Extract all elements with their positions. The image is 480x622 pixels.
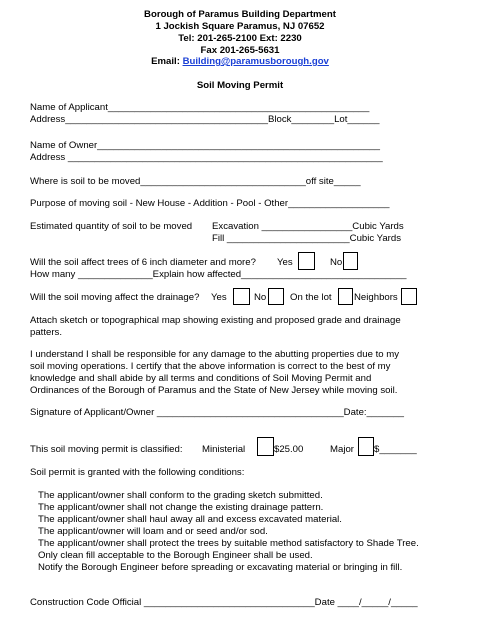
quantity-label: Estimated quantity of soil to be moved	[30, 221, 193, 232]
official-signature-field[interactable]: Construction Code Official ________________________________Date ____/_____/_____	[30, 597, 418, 608]
condition-item: Only clean fill acceptable to the Borough Engineer shall be used.	[38, 550, 313, 561]
department-fax: Fax 201-265-5631	[200, 45, 280, 56]
trees-yes-label: Yes	[277, 257, 293, 268]
responsibility-line4: Ordinances of the Borough of Paramus and the State of New Jersey while moving soil.	[30, 385, 398, 396]
owner-name-field[interactable]: Name of Owner_____________________________________________________	[30, 140, 380, 151]
purpose-field[interactable]: Purpose of moving soil - New House - Addition - Pool - Other___________________	[30, 198, 390, 209]
ministerial-checkbox[interactable]	[257, 437, 274, 456]
responsibility-line1: I understand I shall be responsible for any damage to the abutting properties due to my	[30, 349, 400, 360]
responsibility-line3: knowledge and shall abide by all terms and conditions of Soil Moving Permit and	[30, 373, 372, 384]
drainage-neighbors-label: Neighbors	[354, 292, 398, 303]
ministerial-fee: $25.00	[274, 444, 304, 455]
responsibility-line2: soil moving operations. I certify that the above information is correct to the best of my	[30, 361, 391, 372]
soil-location-field[interactable]: Where is soil to be moved_______________________________off site_____	[30, 176, 361, 187]
condition-item: The applicant/owner shall haul away all and excess excavated material.	[38, 514, 342, 525]
major-fee-field[interactable]: $_______	[374, 444, 417, 455]
condition-item: The applicant/owner will loam and or seed and/or sod.	[38, 526, 268, 537]
trees-yes-checkbox[interactable]	[298, 252, 315, 270]
signature-field[interactable]: Signature of Applicant/Owner ___________________________________Date:_______	[30, 407, 404, 418]
conditions-intro: Soil permit is granted with the following conditions:	[30, 467, 245, 478]
classification-label: This soil moving permit is classified:	[30, 444, 183, 455]
trees-how-many-field[interactable]: How many ______________Explain how affected_______________________________	[30, 269, 407, 280]
condition-item: The applicant/owner shall protect the trees by suitable method satisfactory to Shade Tree.	[38, 538, 419, 549]
department-address: 1 Jockish Square Paramus, NJ 07652	[155, 21, 325, 32]
attach-instructions-line1: Attach sketch or topographical map showing existing and proposed grade and drainage	[30, 315, 401, 326]
drainage-on-lot-checkbox[interactable]	[338, 288, 353, 305]
attach-instructions-line2: patters.	[30, 327, 62, 338]
applicant-name-field[interactable]: Name of Applicant_________________________________________________	[30, 102, 370, 113]
drainage-question: Will the soil moving affect the drainage?	[30, 292, 200, 303]
drainage-no-label: No	[254, 292, 267, 303]
condition-item: The applicant/owner shall conform to the grading sketch submitted.	[38, 490, 323, 501]
drainage-yes-checkbox[interactable]	[233, 288, 250, 305]
drainage-yes-label: Yes	[211, 292, 227, 303]
excavation-field[interactable]: Excavation _________________Cubic Yards	[212, 221, 404, 232]
fill-field[interactable]: Fill _______________________Cubic Yards	[212, 233, 402, 244]
condition-item: The applicant/owner shall not change the existing drainage pattern.	[38, 502, 324, 513]
ministerial-label: Ministerial	[202, 444, 246, 455]
department-phone: Tel: 201-265-2100 Ext: 2230	[178, 33, 302, 44]
trees-no-label: No	[330, 257, 343, 268]
trees-question: Will the soil affect trees of 6 inch diameter and more?	[30, 257, 256, 268]
drainage-on-lot-label: On the lot	[290, 292, 332, 303]
major-label: Major	[330, 444, 354, 455]
department-email	[0, 57, 480, 67]
trees-no-checkbox[interactable]	[343, 252, 358, 270]
form-title: Soil Moving Permit	[196, 80, 284, 91]
drainage-neighbors-checkbox[interactable]	[401, 288, 417, 305]
applicant-address-field[interactable]: Address______________________________________Block________Lot______	[30, 114, 380, 125]
email-link[interactable]: Building@paramusborough.gov	[182, 56, 329, 67]
owner-address-field[interactable]: Address ___________________________________________________________	[30, 152, 383, 163]
drainage-no-checkbox[interactable]	[268, 288, 284, 305]
department-name: Borough of Paramus Building Department	[144, 9, 336, 20]
email-label: Email:	[151, 56, 183, 67]
condition-item: Notify the Borough Engineer before spreading or excavating material or bringing in fill.	[38, 562, 403, 573]
major-checkbox[interactable]	[358, 437, 374, 456]
